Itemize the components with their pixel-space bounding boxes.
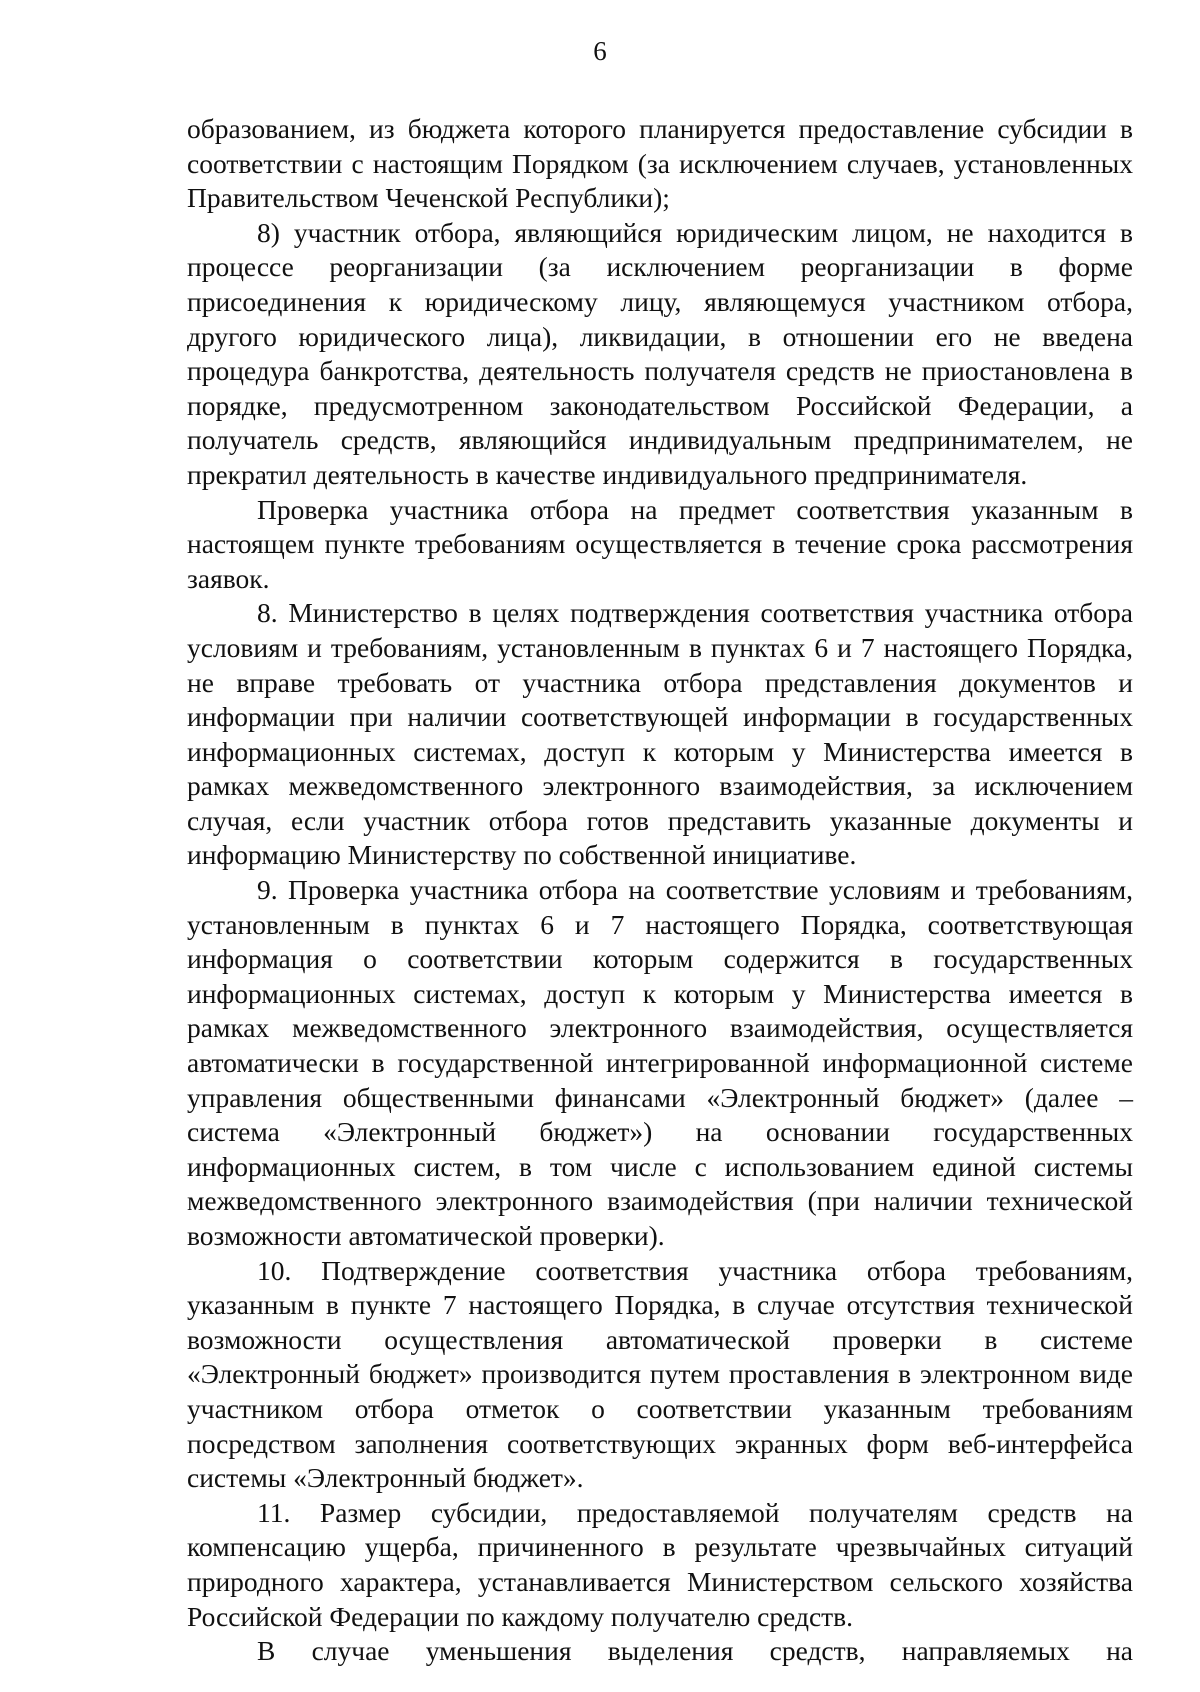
paragraph-1: образованием, из бюджета которого планируется предоставление субсидии в соответствии с настоящим Порядком (за исключением случаев, установленных Правительством Чеченской Республики); xyxy=(187,113,1133,214)
page-number: 6 xyxy=(593,36,607,66)
paragraph-3: Проверка участника отбора на предмет соответствия указанным в настоящем пункте требованиям осуществляется в течение срока рассмотрения заявок. xyxy=(187,493,1133,594)
document-body xyxy=(187,112,1133,1669)
paragraph-5: 9. Проверка участника отбора на соответствие условиям и требованиям, установленным в пунктах 6 и 7 настоящего Порядка, соответствующая информация о соответствии которым содержится в государственных информационных системах, доступ к которым у Министерства имеется в рамках межведомственного электронного взаимодействия, осуществляется автоматически в государственной интегрированной информационной системе управления общественными финансами «Электронный бюджет» (далее – система «Электронный бюджет») на основании государственных информационных систем, в том числе с использованием единой системы межведомственного электронного взаимодействия (при наличии технической возможности автоматической проверки). xyxy=(187,874,1133,1251)
paragraph-7: 11. Размер субсидии, предоставляемой получателям средств на компенсацию ущерба, причиненного в результате чрезвычайных ситуаций природного характера, устанавливается Министерством сельского хозяйства Российской Федерации по каждому получателю средств. xyxy=(187,1496,1133,1632)
paragraph-6: 10. Подтверждение соответствия участника отбора требованиям, указанным в пункте 7 настоящего Порядка, в случае отсутствия технической возможности осуществления автоматической проверки в системе «Электронный бюджет» производится путем проставления в электронном виде участником отбора отметок о соответствии указанным требованиям посредством заполнения соответствующих экранных форм веб-интерфейса системы «Электронный бюджет». xyxy=(187,1254,1133,1494)
paragraph-4: 8. Министерство в целях подтверждения соответствия участника отбора условиям и требованиям, установленным в пунктах 6 и 7 настоящего Порядка, не вправе требовать от участника отбора представления документов и информации при наличии соответствующей информации в государственных информационных системах, доступ к которым у Министерства имеется в рамках межведомственного электронного взаимодействия, за исключением случая, если участник отбора готов представить указанные документы и информацию Министерству по собственной инициативе. xyxy=(187,597,1133,871)
paragraph-8: В случае уменьшения выделения средств, направляемых на xyxy=(257,1635,1133,1667)
paragraph-2: 8) участник отбора, являющийся юридическим лицом, не находится в процессе реорганизации (за исключением реорганизации в форме присоединения к юридическому лицу, являющемуся участником отбора, другого юридического лица), ликвидации, в отношении его не введена процедура банкротства, деятельность получателя средств не приостановлена в порядке, предусмотренном законодательством Российской Федерации, а получатель средств, являющийся индивидуальным предпринимателем, не прекратил деятельность в качестве индивидуального предпринимателя. xyxy=(187,216,1133,490)
